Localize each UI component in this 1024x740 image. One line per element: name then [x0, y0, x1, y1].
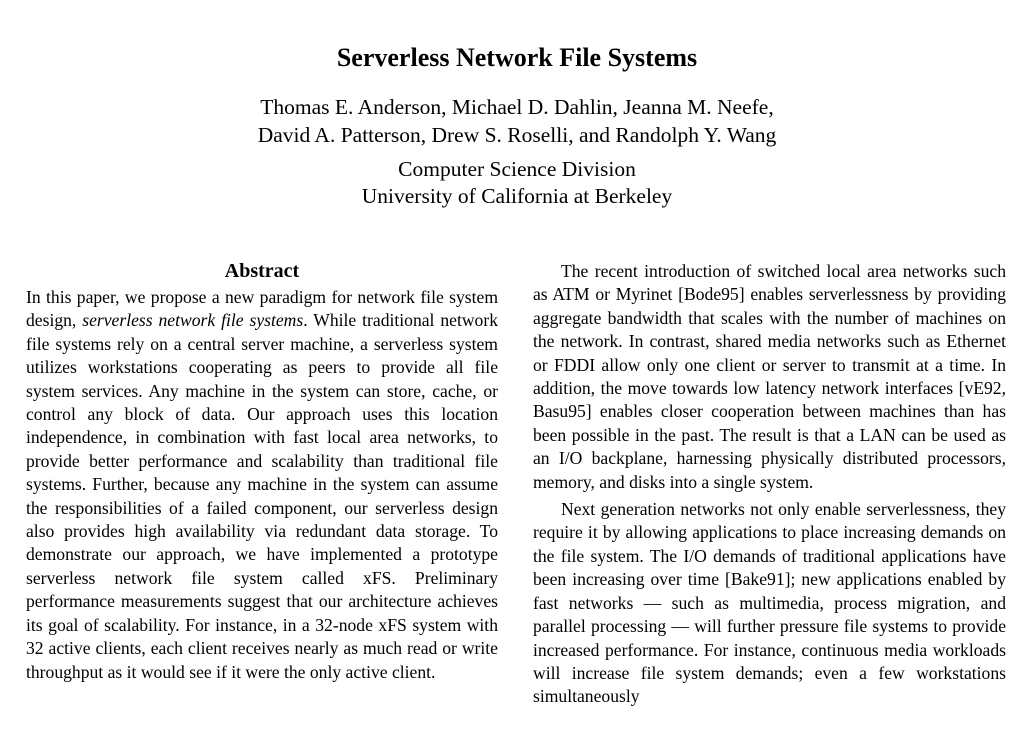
affiliation-university: University of California at Berkeley	[361, 184, 673, 208]
affiliation-division: Computer Science Division	[398, 157, 636, 181]
author-line: Thomas E. Anderson, Michael D. Dahlin, Jeanna M. Neefe,	[260, 95, 774, 119]
paper-title: Serverless Network File Systems	[336, 43, 698, 72]
abstract-text-lead: In this paper, we propose a new paradigm for network file system design,	[26, 287, 498, 331]
abstract-body	[26, 286, 498, 684]
abstract-text-rest: . While traditional network file systems rely on a central server machine, a serverless system utilizes workstations cooperating as peers to provide all file system services. Any machine in the system can store, cache, or control any block of data. Our approach uses this location independence, in combination with fast local area networks, to provide better performance and scalability than traditional file systems. Further, because any machine in the system can assume the responsibilities of a failed component, our serverless design also provides high availability via redundant data storage. To demonstrate our approach, we have implemented a prototype serverless network file system called xFS. Preliminary performance measurements suggest that our architecture achieves its goal of scalability. For instance, in a 32-node xFS system with 32 active clients, each client receives nearly as much read or write throughput as it would see if it were the only active client.	[26, 310, 499, 682]
body-paragraph: Next generation networks not only enable serverlessness, they require it by allowing applications to place increasing demands on the file system. The I/O demands of traditional applications have been increasing over time [Bake91]; new applications enabled by fast networks — such as multimedia, process migration, and parallel processing — will further pressure file systems to provide increased performance. For instance, continuous media workloads will increase file system demands; even a few workstations simultaneously	[533, 499, 1006, 707]
abstract-paragraph	[26, 286, 498, 684]
abstract-emphasis: serverless network file systems	[82, 310, 304, 331]
author-line: David A. Patterson, Drew S. Roselli, and Randolph Y. Wang	[257, 123, 777, 147]
author-list	[0, 93, 1024, 149]
body-paragraph: The recent introduction of switched local area networks such as ATM or Myrinet [Bode95] enables serverlessness by providing aggregate bandwidth that scales with the number of machines on the network. In contrast, shared media networks such as Ethernet or FDDI allow only one client or server to transmit at a time. In addition, the move towards low latency network interfaces [vE92, Basu95] enables closer cooperation between machines than has been possible in the past. The result is that a LAN can be used as an I/O backplane, harnessing physically distributed processors, memory, and disks into a single system.	[533, 261, 1006, 492]
affiliation	[0, 156, 1024, 210]
abstract-heading: Abstract	[224, 260, 300, 282]
introduction-column	[533, 260, 1006, 709]
